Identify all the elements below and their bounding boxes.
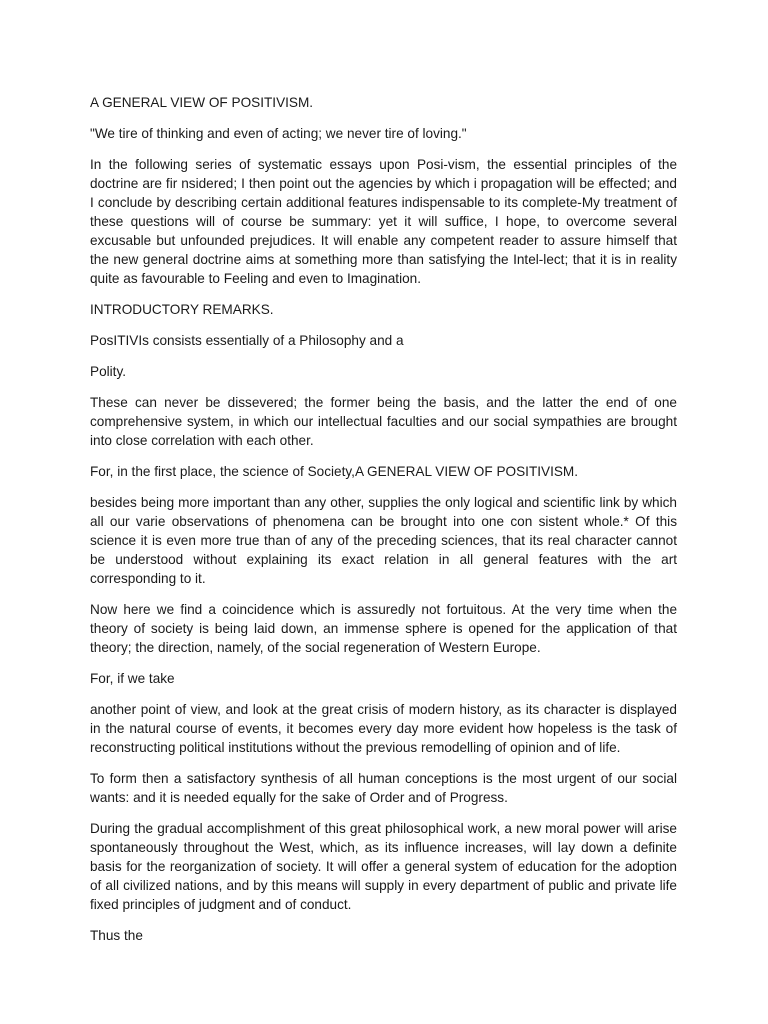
paragraph-coincidence: Now here we find a coincidence which is assuredly not fortuitous. At the very time when the theory of society is being laid down, an immense sphere is opened for the application of that theory; the direction, namely, of the social regeneration of Western Europe. xyxy=(90,602,677,655)
section-heading: INTRODUCTORY REMARKS. xyxy=(90,302,274,317)
document-body xyxy=(90,93,677,957)
paragraph-intro: In the following series of systematic essays upon Posi-vism, the essential principles of the doctrine are fir nsidered; I then point out the agencies by which i propagation will be effected; and I conclude by describing certain additional features indispensable to its complete-My treatment of these questions will of course be summary: yet it will suffice, I hope, to overcome several excusable but unfounded prejudices. It will enable any competent reader to assure himself that the new general doctrine aims at something more than satisfying the Intel-lect; that it is in reality quite as favourable to Feeling and even to Imagination. xyxy=(90,157,677,286)
paragraph-dissevered: These can never be dissevered; the former being the basis, and the latter the end of one comprehensive system, in which our intellectual faculties and our social sympathies are brought into close correlation with each other. xyxy=(90,395,677,448)
paragraph-if-we-take: For, if we take xyxy=(90,671,175,686)
epigraph: "We tire of thinking and even of acting; we never tire of loving." xyxy=(90,126,467,141)
paragraph-thus-the: Thus the xyxy=(90,928,143,943)
paragraph-logical-link: besides being more important than any other, supplies the only logical and scientific link by which all our varie observations of phenomena can be brought into one con sistent whole.* Of this science it is even more true than of any of the preceding sciences, that its real character cannot be understood without explaining its exact relation in all general features with the art corresponding to it. xyxy=(90,495,677,586)
paragraph-science-of-society: For, in the first place, the science of Society,A GENERAL VIEW OF POSITIVISM. xyxy=(90,464,579,479)
paragraph-crisis: another point of view, and look at the great crisis of modern history, as its character is displayed in the natural course of events, it becomes every day more evident how hopeless is the task of reconstructing political institutions without the previous remodelling of opinion and of life. xyxy=(90,702,677,755)
paragraph-synthesis: To form then a satisfactory synthesis of all human conceptions is the most urgent of our social wants: and it is needed equally for the sake of Order and of Progress. xyxy=(90,771,677,805)
paragraph-polity: Polity. xyxy=(90,364,127,379)
document-title: A GENERAL VIEW OF POSITIVISM. xyxy=(90,95,314,110)
paragraph-moral-power: During the gradual accomplishment of this great philosophical work, a new moral power will arise spontaneously throughout the West, which, as its influence increases, will lay down a definite basis for the reorganization of society. It will offer a general system of education for the adoption of all civilized nations, and by this means will supply in every department of public and private life fixed principles of judgment and of conduct. xyxy=(90,821,677,912)
paragraph-positivism-definition: PosITIVIs consists essentially of a Philosophy and a xyxy=(90,333,404,348)
